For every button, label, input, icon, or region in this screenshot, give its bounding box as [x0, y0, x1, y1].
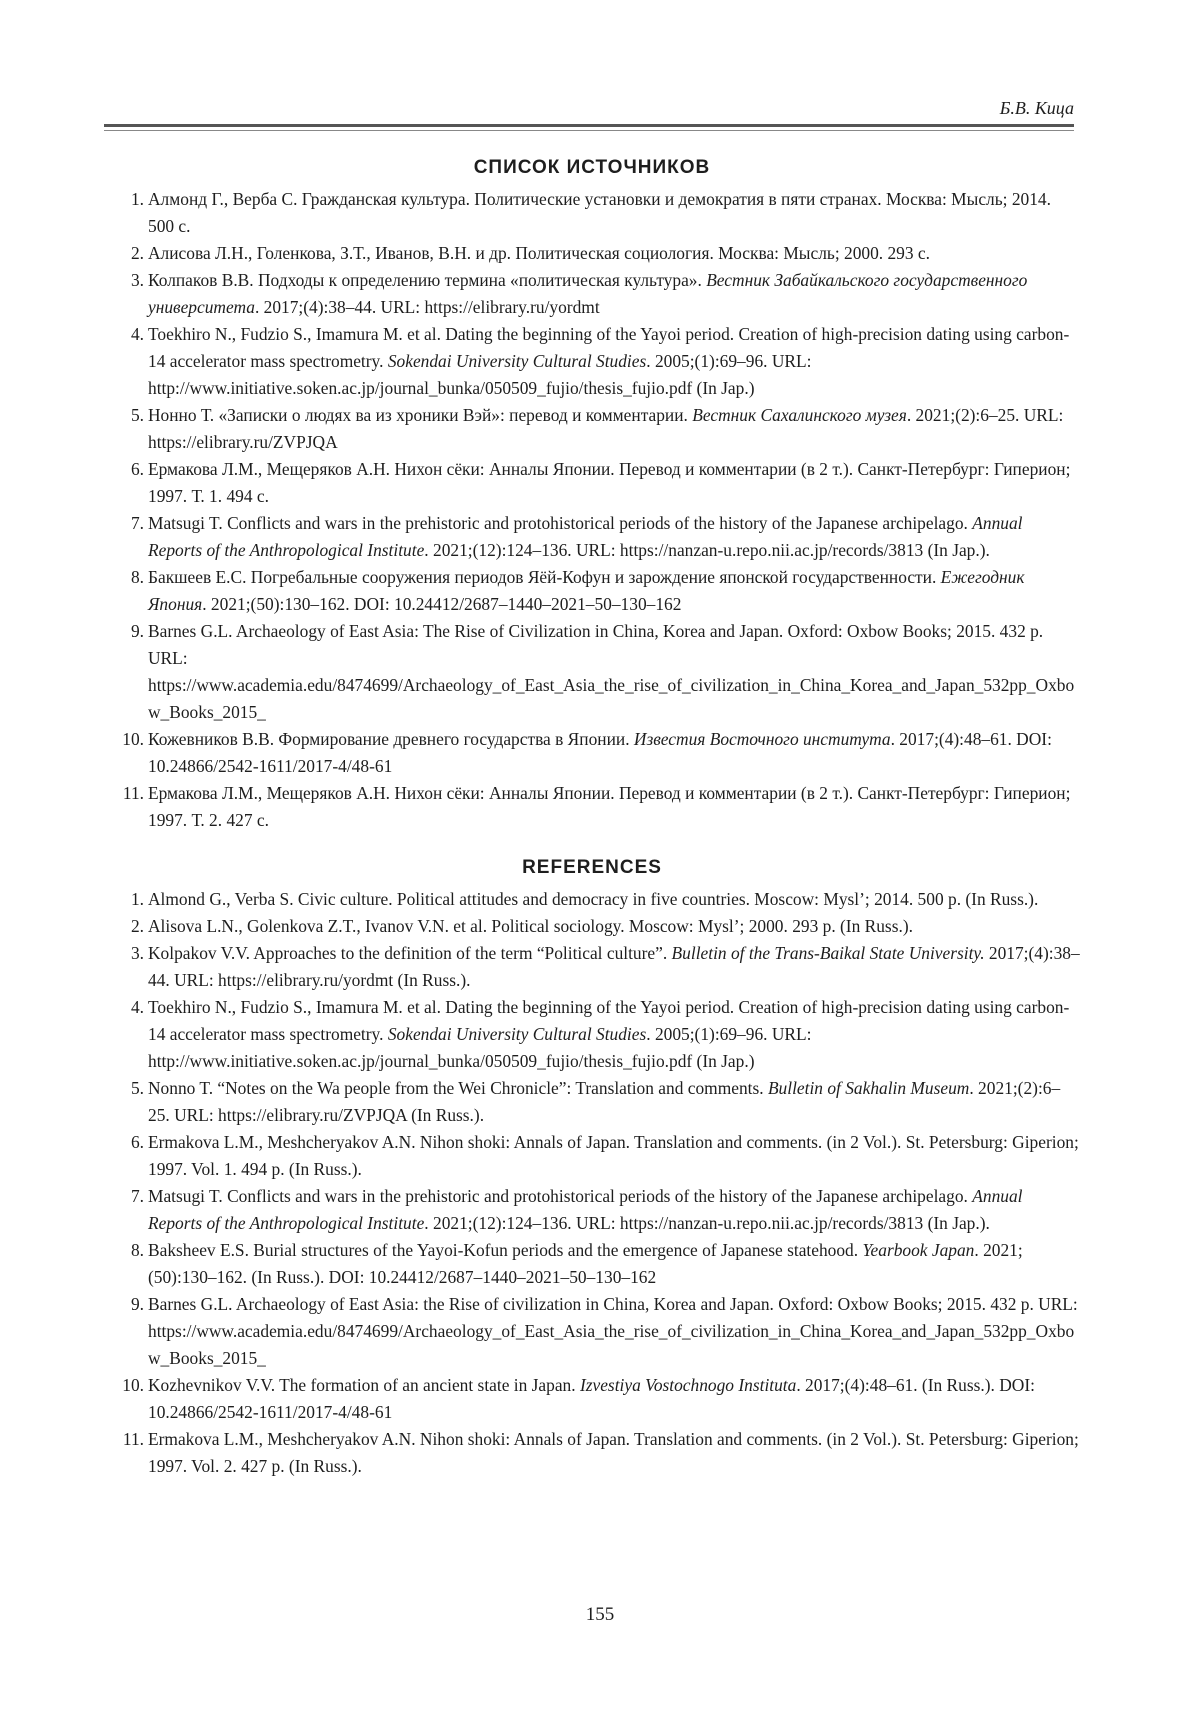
reference-number: 3.	[131, 940, 144, 967]
reference-journal: Bulletin of Sakhalin Museum	[768, 1078, 969, 1098]
reference-main-text: Matsugi T. Conflicts and wars in the prehistoric and protohistorical periods of the history of the Japanese archipelago.	[148, 513, 972, 533]
reference-text	[148, 940, 1080, 994]
reference-number: 4.	[131, 994, 144, 1021]
reference-text	[148, 564, 1080, 618]
reference-main-text: Алисова Л.Н., Голенкова, З.Т., Иванов, В.Н. и др. Политическая социология. Москва: Мысль; 2000. 293 с.	[148, 243, 930, 263]
reference-item	[104, 913, 1080, 940]
reference-item	[104, 940, 1080, 994]
reference-number: 6.	[131, 456, 144, 483]
reference-number: 1.	[131, 886, 144, 913]
reference-details: . 2017;(4):38–44. URL: https://elibrary.ru/yordmt	[255, 297, 600, 317]
reference-text	[148, 1426, 1080, 1480]
header-rule-thin	[104, 130, 1074, 131]
reference-text	[148, 780, 1080, 834]
reference-number: 4.	[131, 321, 144, 348]
reference-details: . 2021;(50):130–162. DOI: 10.24412/2687–1440–2021–50–130–162	[202, 594, 681, 614]
reference-journal: Ежегодник Япония	[148, 567, 1024, 614]
reference-item	[104, 886, 1080, 913]
reference-number: 5.	[131, 402, 144, 429]
reference-main-text: Kolpakov V.V. Approaches to the definition of the term “Political culture”.	[148, 943, 672, 963]
reference-details: . 2005;(1):69–96. URL: http://www.initiative.soken.ac.jp/journal_bunka/050509_fujio/thesis_fujio.pdf (In Jap.)	[148, 351, 811, 398]
reference-text	[148, 726, 1080, 780]
reference-journal: Annual Reports of the Anthropological Institute	[148, 513, 1023, 560]
reference-item	[104, 994, 1080, 1075]
reference-details: . 2021;(2):6–25. URL: https://elibrary.ru/ZVPJQA (In Russ.).	[148, 1078, 1060, 1125]
reference-number: 3.	[131, 267, 144, 294]
reference-main-text: Бакшеев Е.С. Погребальные сооружения периодов Яёй-Кофун и зарождение японской государственности.	[148, 567, 941, 587]
reference-text	[148, 456, 1080, 510]
reference-main-text: Toekhiro N., Fudzio S., Imamura M. et al. Dating the beginning of the Yayoi period. Creation of high-precision dating using carbon-14 accelerator mass spectrometry.	[148, 324, 1069, 371]
reference-text	[148, 913, 1080, 940]
reference-number: 7.	[131, 510, 144, 537]
reference-text	[148, 1129, 1080, 1183]
reference-number: 10.	[122, 1372, 144, 1399]
reference-text	[148, 402, 1080, 456]
reference-item	[104, 780, 1080, 834]
reference-main-text: Baksheev E.S. Burial structures of the Yayoi-Kofun periods and the emergence of Japanese statehood.	[148, 1240, 862, 1260]
reference-text	[148, 186, 1080, 240]
reference-number: 5.	[131, 1075, 144, 1102]
reference-number: 8.	[131, 564, 144, 591]
reference-text	[148, 618, 1080, 726]
reference-item	[104, 186, 1080, 240]
page-content	[104, 156, 1080, 1480]
reference-number: 10.	[122, 726, 144, 753]
reference-text	[148, 240, 1080, 267]
reference-text	[148, 321, 1080, 402]
reference-text	[148, 1075, 1080, 1129]
header-rule	[104, 124, 1074, 127]
reference-item	[104, 618, 1080, 726]
reference-main-text: Ермакова Л.М., Мещеряков А.Н. Нихон сёки: Анналы Японии. Перевод и комментарии (в 2 т.). Санкт-Петербург: Гиперион; 1997. Т. 2. 427 с.	[148, 783, 1070, 830]
reference-main-text: Ермакова Л.М., Мещеряков А.Н. Нихон сёки: Анналы Японии. Перевод и комментарии (в 2 т.). Санкт-Петербург: Гиперион; 1997. Т. 1. 494 с.	[148, 459, 1070, 506]
reference-number: 11.	[123, 780, 144, 807]
reference-item	[104, 240, 1080, 267]
reference-journal: Sokendai University Cultural Studies	[388, 351, 646, 371]
reference-main-text: Barnes G.L. Archaeology of East Asia: the Rise of civilization in China, Korea and Japan. Oxford: Oxbow Books; 2015. 432 p. URL: https://www.academia.edu/8474699/Archaeology_of_East_Asia_the_rise_of_civilization_in_China_Korea_and_Japan_532pp_Oxbow_Books_2015_	[148, 1294, 1078, 1368]
reference-journal: Вестник Забайкальского государственного университета	[148, 270, 1027, 317]
reference-main-text: Алмонд Г., Верба С. Гражданская культура. Политические установки и демократия в пяти странах. Москва: Мысль; 2014. 500 с.	[148, 189, 1051, 236]
reference-journal: Известия Восточного института	[634, 729, 891, 749]
reference-number: 6.	[131, 1129, 144, 1156]
reference-number: 11.	[123, 1426, 144, 1453]
reference-number: 2.	[131, 240, 144, 267]
reference-main-text: Almond G., Verba S. Civic culture. Political attitudes and democracy in five countries. Moscow: Mysl’; 2014. 500 p. (In Russ.).	[148, 889, 1038, 909]
running-head: Б.В. Кица	[104, 98, 1074, 118]
reference-number: 9.	[131, 1291, 144, 1318]
reference-main-text: Колпаков В.В. Подходы к определению термина «политическая культура».	[148, 270, 706, 290]
reference-item	[104, 510, 1080, 564]
reference-main-text: Nonno T. “Notes on the Wa people from the Wei Chronicle”: Translation and comments.	[148, 1078, 768, 1098]
reference-text	[148, 1237, 1080, 1291]
reference-number: 9.	[131, 618, 144, 645]
reference-details: . 2017;(4):48–61. (In Russ.). DOI: 10.24866/2542-1611/2017-4/48-61	[148, 1375, 1035, 1422]
reference-item	[104, 1426, 1080, 1480]
reference-main-text: Toekhiro N., Fudzio S., Imamura M. et al. Dating the beginning of the Yayoi period. Creation of high-precision dating using carbon-14 accelerator mass spectrometry.	[148, 997, 1069, 1044]
reference-main-text: Кожевников В.В. Формирование древнего государства в Японии.	[148, 729, 634, 749]
reference-main-text: Ermakova L.M., Meshcheryakov A.N. Nihon shoki: Annals of Japan. Translation and comments. (in 2 Vol.). St. Petersburg: Giperion; 1997. Vol. 2. 427 p. (In Russ.).	[148, 1429, 1079, 1476]
reference-item	[104, 1372, 1080, 1426]
reference-main-text: Kozhevnikov V.V. The formation of an ancient state in Japan.	[148, 1375, 580, 1395]
reference-main-text: Нонно Т. «Записки о людях ва из хроники Вэй»: перевод и комментарии.	[148, 405, 692, 425]
reference-details: . 2017;(4):48–61. DOI: 10.24866/2542-1611/2017-4/48-61	[148, 729, 1052, 776]
reference-details: . 2021;(12):124–136. URL: https://nanzan-u.repo.nii.ac.jp/records/3813 (In Jap.).	[424, 540, 990, 560]
reference-details: . 2021;(2):6–25. URL: https://elibrary.ru/ZVPJQA	[148, 405, 1063, 452]
reference-item	[104, 1075, 1080, 1129]
reference-details: . 2005;(1):69–96. URL: http://www.initiative.soken.ac.jp/journal_bunka/050509_fujio/thesis_fujio.pdf (In Jap.)	[148, 1024, 811, 1071]
reference-item	[104, 564, 1080, 618]
reference-journal: Sokendai University Cultural Studies	[388, 1024, 646, 1044]
reference-text	[148, 886, 1080, 913]
reference-details: . 2021;(12):124–136. URL: https://nanzan-u.repo.nii.ac.jp/records/3813 (In Jap.).	[424, 1213, 990, 1233]
reference-details: 2017;(4):38–44. URL: https://elibrary.ru/yordmt (In Russ.).	[148, 943, 1080, 990]
reference-item	[104, 1183, 1080, 1237]
reference-journal: Annual Reports of the Anthropological Institute	[148, 1186, 1023, 1233]
reference-journal: Bulletin of the Trans-Baikal State University.	[672, 943, 985, 963]
reference-journal: Yearbook Japan	[862, 1240, 974, 1260]
reference-text	[148, 994, 1080, 1075]
reference-item	[104, 456, 1080, 510]
page-number: 155	[0, 1604, 1200, 1626]
sources-heading: СПИСОК ИСТОЧНИКОВ	[104, 156, 1080, 180]
sources-list	[104, 186, 1080, 834]
reference-number: 2.	[131, 913, 144, 940]
reference-text	[148, 1183, 1080, 1237]
reference-main-text: Ermakova L.M., Meshcheryakov A.N. Nihon shoki: Annals of Japan. Translation and comments. (in 2 Vol.). St. Petersburg: Giperion; 1997. Vol. 1. 494 p. (In Russ.).	[148, 1132, 1079, 1179]
reference-item	[104, 402, 1080, 456]
reference-text	[148, 1372, 1080, 1426]
reference-main-text: Matsugi T. Conflicts and wars in the prehistoric and protohistorical periods of the history of the Japanese archipelago.	[148, 1186, 972, 1206]
reference-item	[104, 321, 1080, 402]
reference-main-text: Alisova L.N., Golenkova Z.T., Ivanov V.N. et al. Political sociology. Moscow: Mysl’; 2000. 293 p. (In Russ.).	[148, 916, 913, 936]
reference-journal: Izvestiya Vostochnogo Instituta	[580, 1375, 796, 1395]
reference-text	[148, 1291, 1080, 1372]
reference-journal: Вестник Сахалинского музея	[692, 405, 907, 425]
reference-text	[148, 267, 1080, 321]
reference-number: 7.	[131, 1183, 144, 1210]
reference-number: 1.	[131, 186, 144, 213]
reference-item	[104, 1291, 1080, 1372]
reference-text	[148, 510, 1080, 564]
reference-number: 8.	[131, 1237, 144, 1264]
reference-item	[104, 1129, 1080, 1183]
reference-item	[104, 267, 1080, 321]
reference-item	[104, 726, 1080, 780]
reference-item	[104, 1237, 1080, 1291]
reference-details: . 2021;(50):130–162. (In Russ.). DOI: 10.24412/2687–1440–2021–50–130–162	[148, 1240, 1023, 1287]
reference-main-text: Barnes G.L. Archaeology of East Asia: The Rise of Civilization in China, Korea and Japan. Oxford: Oxbow Books; 2015. 432 p. URL: https://www.academia.edu/8474699/Archaeology_of_East_Asia_the_rise_of_civilization_in_China_Korea_and_Japan_532pp_Oxbow_Books_2015_	[148, 621, 1074, 722]
references-list	[104, 886, 1080, 1480]
references-heading: REFERENCES	[104, 856, 1080, 880]
